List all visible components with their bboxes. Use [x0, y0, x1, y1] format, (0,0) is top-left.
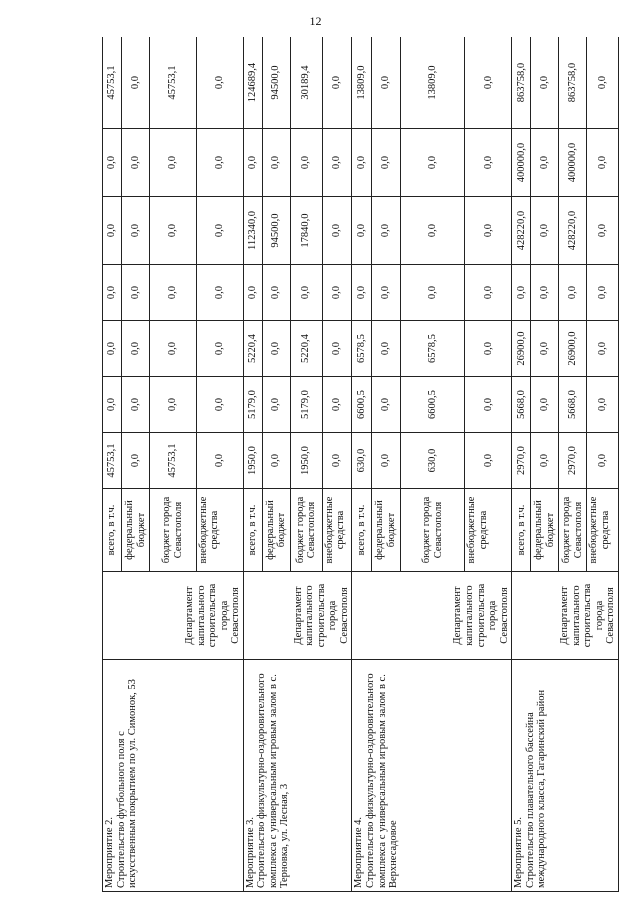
event-cell: Мероприятие 3. Строительство физкультурно-оздоровительного комплекса с универсальным игровым залом в с. Терновка, ул. Лесная, 3 [243, 660, 352, 892]
event-cell: Мероприятие 5. Строительство плавательного бассейна международного класса, Гагаринский район [512, 660, 619, 892]
value-cell: 6578,5 [401, 321, 465, 377]
value-cell: 45753,1 [103, 37, 122, 129]
funding-source-cell: всего, в т.ч. [243, 489, 262, 572]
value-cell: 0,0 [149, 197, 196, 265]
table-row [103, 37, 122, 892]
value-cell: 0,0 [531, 265, 559, 321]
value-cell: 0,0 [531, 37, 559, 129]
value-cell: 0,0 [122, 321, 150, 377]
funding-source-cell: федеральный бюджет [531, 489, 559, 572]
value-cell: 0,0 [465, 197, 512, 265]
value-cell: 0,0 [586, 433, 618, 489]
value-cell: 17840,0 [290, 197, 322, 265]
funding-source-cell: внебюджетные средства [465, 489, 512, 572]
value-cell: 1950,0 [243, 433, 262, 489]
value-cell: 0,0 [371, 321, 401, 377]
value-cell: 0,0 [586, 197, 618, 265]
page-number: 12 [309, 14, 322, 28]
value-cell: 0,0 [262, 433, 290, 489]
funding-source-cell: бюджет города Севастополя [149, 489, 196, 572]
value-cell: 6578,5 [352, 321, 371, 377]
value-cell: 630,0 [352, 433, 371, 489]
funding-source-cell: внебюджетные средства [322, 489, 352, 572]
value-cell: 94500,0 [262, 197, 290, 265]
value-cell: 26900,0 [559, 321, 587, 377]
value-cell: 0,0 [559, 265, 587, 321]
value-cell: 0,0 [531, 129, 559, 197]
value-cell: 5668,0 [559, 377, 587, 433]
value-cell: 0,0 [322, 433, 352, 489]
value-cell: 112340,0 [243, 197, 262, 265]
budget-table [102, 37, 619, 892]
budget-table-container [102, 37, 619, 892]
value-cell: 0,0 [196, 433, 243, 489]
value-cell: 0,0 [586, 129, 618, 197]
value-cell: 45753,1 [103, 433, 122, 489]
value-cell: 5220,4 [243, 321, 262, 377]
value-cell: 0,0 [322, 129, 352, 197]
value-cell: 0,0 [401, 129, 465, 197]
value-cell: 45753,1 [149, 433, 196, 489]
value-cell: 400000,0 [512, 129, 531, 197]
value-cell: 0,0 [243, 129, 262, 197]
value-cell: 863758,0 [512, 37, 531, 129]
value-cell: 428220,0 [512, 197, 531, 265]
value-cell: 0,0 [401, 265, 465, 321]
value-cell: 0,0 [262, 265, 290, 321]
value-cell: 0,0 [531, 433, 559, 489]
value-cell: 0,0 [465, 433, 512, 489]
value-cell: 0,0 [122, 265, 150, 321]
value-cell: 400000,0 [559, 129, 587, 197]
department-cell: Департамент капитального строительства города Севастополя [512, 572, 619, 660]
value-cell: 0,0 [103, 197, 122, 265]
value-cell: 6600,5 [352, 377, 371, 433]
value-cell: 0,0 [122, 377, 150, 433]
value-cell: 0,0 [149, 321, 196, 377]
value-cell: 5179,0 [243, 377, 262, 433]
value-cell: 0,0 [322, 321, 352, 377]
value-cell: 0,0 [122, 197, 150, 265]
value-cell: 13809,0 [401, 37, 465, 129]
value-cell: 0,0 [465, 37, 512, 129]
event-cell: Мероприятие 4. Строительство физкультурно-оздоровительного комплекса с универсальным игровым залом в с. Верхнесадовое [352, 660, 512, 892]
value-cell: 0,0 [196, 265, 243, 321]
value-cell: 124689,4 [243, 37, 262, 129]
value-cell: 0,0 [352, 129, 371, 197]
value-cell: 0,0 [262, 129, 290, 197]
value-cell: 0,0 [290, 265, 322, 321]
value-cell: 0,0 [103, 129, 122, 197]
value-cell: 0,0 [531, 377, 559, 433]
event-cell: Мероприятие 2. Строительство футбольного поля с искусственным покрытием по ул. Симонок, 53 [103, 660, 244, 892]
funding-source-cell: внебюджетные средства [196, 489, 243, 572]
table-row [512, 37, 531, 892]
value-cell: 5668,0 [512, 377, 531, 433]
value-cell: 45753,1 [149, 37, 196, 129]
value-cell: 2970,0 [559, 433, 587, 489]
funding-source-cell: всего, в т.ч. [103, 489, 122, 572]
value-cell: 0,0 [531, 197, 559, 265]
funding-source-cell: федеральный бюджет [371, 489, 401, 572]
funding-source-cell: бюджет города Севастополя [559, 489, 587, 572]
value-cell: 0,0 [352, 265, 371, 321]
value-cell: 0,0 [371, 37, 401, 129]
value-cell: 0,0 [149, 377, 196, 433]
value-cell: 0,0 [531, 321, 559, 377]
value-cell: 30189,4 [290, 37, 322, 129]
value-cell: 0,0 [465, 265, 512, 321]
value-cell: 0,0 [196, 321, 243, 377]
value-cell: 0,0 [103, 321, 122, 377]
value-cell: 5220,4 [290, 321, 322, 377]
table-row [352, 37, 371, 892]
value-cell: 0,0 [465, 129, 512, 197]
table-row [243, 37, 262, 892]
value-cell: 2970,0 [512, 433, 531, 489]
funding-source-cell: бюджет города Севастополя [290, 489, 322, 572]
value-cell: 26900,0 [512, 321, 531, 377]
value-cell: 0,0 [243, 265, 262, 321]
value-cell: 0,0 [290, 129, 322, 197]
department-cell: Департамент капитального строительства города Севастополя [243, 572, 352, 660]
value-cell: 0,0 [465, 377, 512, 433]
value-cell: 13809,0 [352, 37, 371, 129]
department-cell: Департамент капитального строительства города Севастополя [103, 572, 244, 660]
value-cell: 0,0 [352, 197, 371, 265]
value-cell: 0,0 [149, 265, 196, 321]
value-cell: 0,0 [371, 265, 401, 321]
value-cell: 0,0 [512, 265, 531, 321]
value-cell: 0,0 [371, 129, 401, 197]
value-cell: 0,0 [262, 321, 290, 377]
funding-source-cell: федеральный бюджет [262, 489, 290, 572]
funding-source-cell: внебюджетные средства [586, 489, 618, 572]
value-cell: 0,0 [322, 377, 352, 433]
value-cell: 0,0 [586, 377, 618, 433]
funding-source-cell: федеральный бюджет [122, 489, 150, 572]
value-cell: 0,0 [103, 377, 122, 433]
value-cell: 0,0 [149, 129, 196, 197]
value-cell: 0,0 [371, 433, 401, 489]
value-cell: 0,0 [122, 129, 150, 197]
value-cell: 6600,5 [401, 377, 465, 433]
value-cell: 0,0 [122, 433, 150, 489]
value-cell: 0,0 [401, 197, 465, 265]
department-cell: Департамент капитального строительства города Севастополя [352, 572, 512, 660]
value-cell: 1950,0 [290, 433, 322, 489]
value-cell: 0,0 [122, 37, 150, 129]
value-cell: 0,0 [586, 265, 618, 321]
value-cell: 0,0 [371, 197, 401, 265]
value-cell: 94500,0 [262, 37, 290, 129]
value-cell: 863758,0 [559, 37, 587, 129]
value-cell: 0,0 [103, 265, 122, 321]
value-cell: 0,0 [196, 37, 243, 129]
value-cell: 0,0 [322, 265, 352, 321]
value-cell: 0,0 [322, 37, 352, 129]
value-cell: 0,0 [196, 197, 243, 265]
value-cell: 630,0 [401, 433, 465, 489]
funding-source-cell: бюджет города Севастополя [401, 489, 465, 572]
value-cell: 0,0 [196, 377, 243, 433]
value-cell: 0,0 [196, 129, 243, 197]
value-cell: 0,0 [322, 197, 352, 265]
value-cell: 0,0 [465, 321, 512, 377]
value-cell: 0,0 [262, 377, 290, 433]
funding-source-cell: всего, в т.ч. [512, 489, 531, 572]
funding-source-cell: всего, в т.ч. [352, 489, 371, 572]
value-cell: 5179,0 [290, 377, 322, 433]
value-cell: 0,0 [371, 377, 401, 433]
value-cell: 428220,0 [559, 197, 587, 265]
value-cell: 0,0 [586, 321, 618, 377]
value-cell: 0,0 [586, 37, 618, 129]
